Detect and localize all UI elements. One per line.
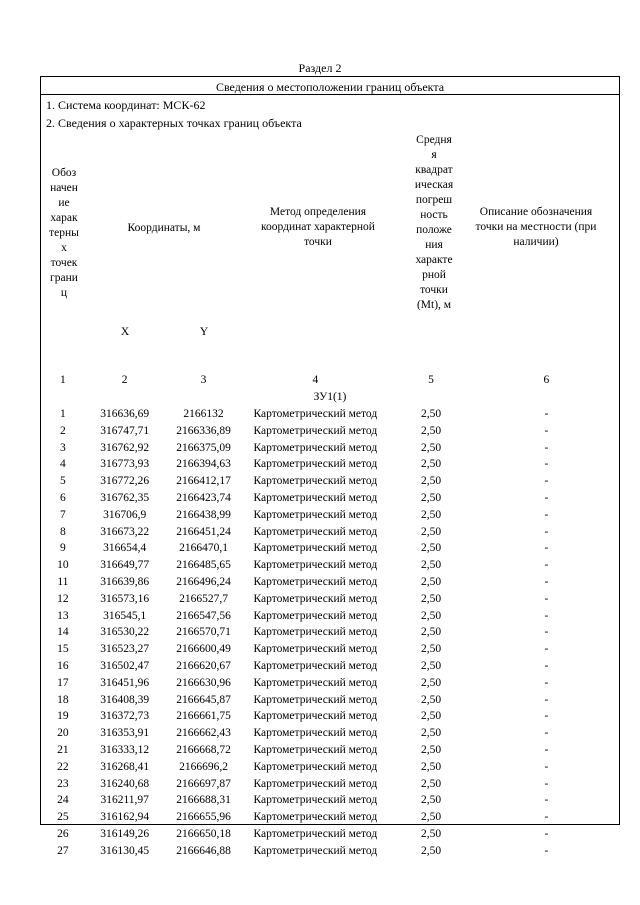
title-divider	[41, 94, 619, 95]
description-cell: -	[544, 559, 549, 572]
group-label: ЗУ1(1)	[313, 391, 347, 404]
y-coordinate-cell: 2166696,2	[179, 760, 228, 773]
table-row	[41, 792, 619, 809]
point-number-cell: 11	[57, 575, 69, 588]
table-row	[41, 624, 619, 641]
point-number-cell: 12	[57, 592, 69, 605]
point-number-cell: 14	[57, 626, 69, 639]
y-coordinate-cell: 2166132	[183, 407, 224, 420]
description-cell: -	[544, 676, 549, 689]
y-coordinate-cell: 2166570,71	[176, 626, 231, 639]
point-number-cell: 13	[57, 609, 69, 622]
method-cell: Картометрический метод	[253, 441, 378, 454]
description-cell: -	[544, 727, 549, 740]
point-number-cell: 8	[60, 525, 66, 538]
description-cell: -	[544, 424, 549, 437]
table-row	[41, 439, 619, 456]
x-coordinate-cell: 316408,39	[100, 693, 150, 706]
header-x: X	[120, 326, 130, 338]
method-cell: Картометрический метод	[253, 844, 378, 857]
table-row	[41, 540, 619, 557]
mean-error-cell: 2,50	[420, 811, 442, 824]
table-row	[41, 490, 619, 507]
point-number-cell: 26	[57, 827, 69, 840]
table-row	[41, 809, 619, 826]
mean-error-cell: 2,50	[420, 424, 442, 437]
group-row	[41, 389, 619, 406]
x-coordinate-cell: 316772,26	[100, 475, 150, 488]
column-number-cell: 1	[60, 374, 66, 387]
mean-error-cell: 2,50	[420, 710, 442, 723]
description-cell: -	[544, 693, 549, 706]
y-coordinate-cell: 2166645,87	[176, 693, 231, 706]
method-cell: Картометрический метод	[253, 643, 378, 656]
description-cell: -	[544, 575, 549, 588]
method-cell: Картометрический метод	[253, 710, 378, 723]
table-row	[41, 842, 619, 859]
table-row	[41, 456, 619, 473]
table-row	[41, 826, 619, 843]
method-cell: Картометрический метод	[253, 777, 378, 790]
description-cell: -	[544, 659, 549, 672]
y-coordinate-cell: 2166662,43	[176, 727, 231, 740]
method-cell: Картометрический метод	[253, 575, 378, 588]
x-coordinate-cell: 316372,73	[100, 710, 150, 723]
description-cell: -	[544, 794, 549, 807]
x-coordinate-cell: 316353,91	[100, 727, 150, 740]
column-numbers-row	[41, 372, 619, 389]
description-cell: -	[544, 777, 549, 790]
mean-error-cell: 2,50	[420, 508, 442, 521]
method-cell: Картометрический метод	[253, 525, 378, 538]
x-coordinate-cell: 316762,92	[100, 441, 150, 454]
characteristic-points-line: 2. Сведения о характерных точках границ объекта	[46, 116, 302, 130]
table-row	[41, 674, 619, 691]
description-cell: -	[544, 643, 549, 656]
point-number-cell: 20	[57, 727, 69, 740]
document-frame	[40, 76, 620, 857]
table-row	[41, 506, 619, 523]
y-coordinate-cell: 2166646,88	[176, 844, 231, 857]
table-row	[41, 691, 619, 708]
method-cell: Картометрический метод	[253, 407, 378, 420]
y-coordinate-cell: 2166451,24	[176, 525, 231, 538]
y-coordinate-cell: 2166496,24	[176, 575, 231, 588]
point-number-cell: 6	[60, 491, 66, 504]
x-coordinate-cell: 316706,9	[103, 508, 147, 521]
point-number-cell: 10	[57, 559, 69, 572]
header-y: Y	[199, 326, 209, 338]
y-coordinate-cell: 2166336,89	[176, 424, 231, 437]
description-cell: -	[544, 525, 549, 538]
method-cell: Картометрический метод	[253, 542, 378, 555]
method-cell: Картометрический метод	[253, 760, 378, 773]
method-cell: Картометрический метод	[253, 475, 378, 488]
method-cell: Картометрический метод	[253, 458, 378, 471]
x-coordinate-cell: 316673,22	[100, 525, 150, 538]
method-cell: Картометрический метод	[253, 559, 378, 572]
point-number-cell: 3	[60, 441, 66, 454]
point-number-cell: 15	[57, 643, 69, 656]
point-number-cell: 2	[60, 424, 66, 437]
mean-error-cell: 2,50	[420, 659, 442, 672]
x-coordinate-cell: 316530,22	[100, 626, 150, 639]
description-cell: -	[544, 760, 549, 773]
mean-error-cell: 2,50	[420, 626, 442, 639]
y-coordinate-cell: 2166470,1	[179, 542, 228, 555]
y-coordinate-cell: 2166661,75	[176, 710, 231, 723]
x-coordinate-cell: 316240,68	[100, 777, 150, 790]
table-row	[41, 422, 619, 439]
table-row	[41, 775, 619, 792]
description-cell: -	[544, 626, 549, 639]
header-description: Описание обозначения точки на местности (при наличии)	[475, 206, 597, 248]
y-coordinate-cell: 2166412,17	[176, 475, 231, 488]
y-coordinate-cell: 2166620,67	[176, 659, 231, 672]
mean-error-cell: 2,50	[420, 777, 442, 790]
point-number-cell: 25	[57, 811, 69, 824]
point-number-cell: 24	[57, 794, 69, 807]
x-coordinate-cell: 316747,71	[100, 424, 150, 437]
mean-error-cell: 2,50	[420, 643, 442, 656]
y-coordinate-cell: 2166375,09	[176, 441, 231, 454]
method-cell: Картометрический метод	[253, 626, 378, 639]
mean-error-cell: 2,50	[420, 827, 442, 840]
table-row	[41, 742, 619, 759]
table-row	[41, 557, 619, 574]
x-coordinate-cell: 316654,4	[103, 542, 147, 555]
point-number-cell: 5	[60, 475, 66, 488]
method-cell: Картометрический метод	[253, 592, 378, 605]
table-row	[41, 708, 619, 725]
point-number-cell: 22	[57, 760, 69, 773]
point-number-cell: 27	[57, 844, 69, 857]
y-coordinate-cell: 2166655,96	[176, 811, 231, 824]
description-cell: -	[544, 441, 549, 454]
method-cell: Картометрический метод	[253, 811, 378, 824]
mean-error-cell: 2,50	[420, 475, 442, 488]
method-cell: Картометрический метод	[253, 827, 378, 840]
y-coordinate-cell: 2166394,63	[176, 458, 231, 471]
mean-error-cell: 2,50	[420, 609, 442, 622]
point-number-cell: 19	[57, 710, 69, 723]
y-coordinate-cell: 2166600,49	[176, 643, 231, 656]
table-row	[41, 523, 619, 540]
y-coordinate-cell: 2166485,65	[176, 559, 231, 572]
method-cell: Картометрический метод	[253, 609, 378, 622]
mean-error-cell: 2,50	[420, 441, 442, 454]
mean-error-cell: 2,50	[420, 760, 442, 773]
method-cell: Картометрический метод	[253, 491, 378, 504]
description-cell: -	[544, 407, 549, 420]
mean-error-cell: 2,50	[420, 592, 442, 605]
method-cell: Картометрический метод	[253, 508, 378, 521]
x-coordinate-cell: 316268,41	[100, 760, 150, 773]
point-number-cell: 18	[57, 693, 69, 706]
method-cell: Картометрический метод	[253, 659, 378, 672]
y-coordinate-cell: 2166650,18	[176, 827, 231, 840]
x-coordinate-cell: 316502,47	[100, 659, 150, 672]
point-number-cell: 23	[57, 777, 69, 790]
mean-error-cell: 2,50	[420, 525, 442, 538]
mean-error-cell: 2,50	[420, 794, 442, 807]
point-number-cell: 17	[57, 676, 69, 689]
method-cell: Картометрический метод	[253, 693, 378, 706]
x-coordinate-cell: 316639,86	[100, 575, 150, 588]
x-coordinate-cell: 316762,35	[100, 491, 150, 504]
column-number-cell: 4	[312, 374, 319, 387]
column-number-cell: 2	[121, 374, 128, 387]
y-coordinate-cell: 2166438,99	[176, 508, 231, 521]
section-title: Раздел 2	[298, 61, 342, 75]
mean-error-cell: 2,50	[420, 844, 442, 857]
points-table	[41, 372, 619, 859]
table-row	[41, 607, 619, 624]
description-cell: -	[544, 592, 549, 605]
header-mean-error: Средня я квадрат ическая погреш ность положе ния характе рной точки (Mt), м	[414, 134, 454, 311]
mean-error-cell: 2,50	[420, 743, 442, 756]
mean-error-cell: 2,50	[420, 407, 442, 420]
mean-error-cell: 2,50	[420, 676, 442, 689]
table-row	[41, 473, 619, 490]
header-coordinates: Координаты, м	[127, 222, 201, 234]
description-cell: -	[544, 491, 549, 504]
method-cell: Картометрический метод	[253, 676, 378, 689]
x-coordinate-cell: 316573,16	[100, 592, 150, 605]
point-number-cell: 16	[57, 659, 69, 672]
x-coordinate-cell: 316636,69	[100, 407, 150, 420]
column-number-cell: 5	[428, 374, 434, 387]
description-cell: -	[544, 475, 549, 488]
table-row	[41, 758, 619, 775]
x-coordinate-cell: 316211,97	[100, 794, 149, 807]
mean-error-cell: 2,50	[420, 559, 442, 572]
table-row	[41, 641, 619, 658]
y-coordinate-cell: 2166630,96	[176, 676, 231, 689]
mean-error-cell: 2,50	[420, 575, 442, 588]
description-cell: -	[544, 508, 549, 521]
frame-title: Сведения о местоположении границ объекта	[215, 80, 445, 94]
table-row	[41, 658, 619, 675]
point-number-cell: 9	[60, 542, 66, 555]
description-cell: -	[544, 710, 549, 723]
point-number-cell: 21	[57, 743, 69, 756]
table-row	[41, 725, 619, 742]
x-coordinate-cell: 316162,94	[100, 811, 150, 824]
method-cell: Картометрический метод	[253, 743, 378, 756]
x-coordinate-cell: 316451,96	[100, 676, 150, 689]
description-cell: -	[544, 827, 549, 840]
x-coordinate-cell: 316649,77	[100, 559, 150, 572]
y-coordinate-cell: 2166423,74	[176, 491, 231, 504]
description-cell: -	[544, 609, 549, 622]
point-number-cell: 4	[60, 458, 66, 471]
y-coordinate-cell: 2166547,56	[176, 609, 231, 622]
y-coordinate-cell: 2166688,31	[176, 794, 231, 807]
mean-error-cell: 2,50	[420, 542, 442, 555]
method-cell: Картометрический метод	[253, 794, 378, 807]
description-cell: -	[544, 743, 549, 756]
y-coordinate-cell: 2166668,72	[176, 743, 231, 756]
column-number-cell: 6	[543, 374, 550, 387]
method-cell: Картометрический метод	[253, 424, 378, 437]
mean-error-cell: 2,50	[420, 491, 442, 504]
y-coordinate-cell: 2166697,87	[176, 777, 231, 790]
x-coordinate-cell: 316545,1	[103, 609, 147, 622]
description-cell: -	[544, 458, 549, 471]
y-coordinate-cell: 2166527,7	[179, 592, 228, 605]
header-method: Метод определения координат характерной точки	[261, 206, 375, 248]
column-number-cell: 3	[200, 374, 207, 387]
point-number-cell: 1	[60, 407, 66, 420]
table-row	[41, 590, 619, 607]
x-coordinate-cell: 316130,45	[100, 844, 150, 857]
method-cell: Картометрический метод	[253, 727, 378, 740]
table-row	[41, 574, 619, 591]
mean-error-cell: 2,50	[420, 458, 442, 471]
description-cell: -	[544, 844, 549, 857]
x-coordinate-cell: 316773,93	[100, 458, 150, 471]
mean-error-cell: 2,50	[420, 727, 442, 740]
coordinate-system-line: 1. Система координат: МСК-62	[46, 98, 206, 112]
point-number-cell: 7	[60, 508, 66, 521]
description-cell: -	[544, 811, 549, 824]
x-coordinate-cell: 316523,27	[100, 643, 150, 656]
table-row	[41, 406, 619, 423]
header-designation: Обоз начен ие харак терны х точек грани ц	[49, 167, 79, 299]
mean-error-cell: 2,50	[420, 693, 442, 706]
x-coordinate-cell: 316333,12	[100, 743, 150, 756]
description-cell: -	[544, 542, 549, 555]
points-table-body	[41, 372, 619, 859]
x-coordinate-cell: 316149,26	[100, 827, 150, 840]
